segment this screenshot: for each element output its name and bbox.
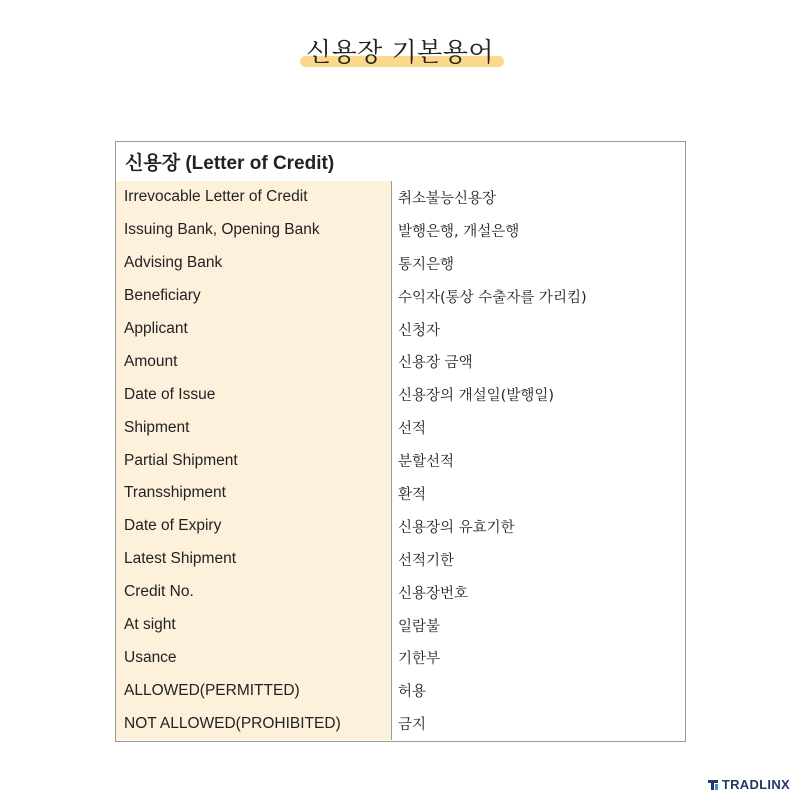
term-korean: 신용장 금액 (398, 355, 473, 372)
term-english: Date of Expiry (116, 510, 392, 543)
term-korean: 신용장의 유효기한 (398, 519, 515, 536)
page-title (302, 32, 498, 69)
brand-logo (707, 777, 790, 792)
term-korean: 금지 (398, 717, 427, 734)
term-english: At sight (116, 609, 392, 642)
table-rows (116, 181, 685, 741)
term-english: ALLOWED(PERMITTED) (116, 674, 392, 707)
table-row (116, 247, 685, 280)
term-english: Irrevocable Letter of Credit (116, 181, 392, 214)
table-row (116, 181, 685, 214)
page-title-text: 신용장 기본용어 (305, 38, 495, 68)
term-english: Issuing Bank, Opening Bank (116, 214, 392, 247)
table-row (116, 313, 685, 346)
term-korean: 취소불능신용장 (398, 190, 497, 207)
table-row (116, 214, 685, 247)
term-english: Transshipment (116, 477, 392, 510)
term-english: Partial Shipment (116, 444, 392, 477)
term-korean: 신청자 (398, 322, 441, 339)
term-korean: 환적 (398, 486, 427, 503)
table-row (116, 543, 685, 576)
term-korean: 발행은행, 개설은행 (398, 223, 520, 240)
table-row (116, 345, 685, 378)
term-english: Amount (116, 345, 392, 378)
term-english: Latest Shipment (116, 543, 392, 576)
term-korean: 신용장의 개설일(발행일) (398, 388, 554, 405)
table-row (116, 510, 685, 543)
term-english: Advising Bank (116, 247, 392, 280)
term-korean: 선적 (398, 421, 427, 438)
term-english: Beneficiary (116, 280, 392, 313)
term-korean: 허용 (398, 684, 427, 701)
term-korean: 수익자(통상 수출자를 가리킴) (398, 289, 587, 306)
term-korean: 분할선적 (398, 454, 455, 471)
table-row (116, 378, 685, 411)
term-english: Credit No. (116, 576, 392, 609)
table-row (116, 444, 685, 477)
table-header: 신용장 (Letter of Credit) (125, 153, 335, 174)
term-english: Usance (116, 641, 392, 674)
term-korean: 선적기한 (398, 552, 455, 569)
term-korean: 기한부 (398, 651, 441, 668)
table-row (116, 477, 685, 510)
tradlinx-logo-icon (707, 779, 719, 791)
term-english: Shipment (116, 411, 392, 444)
term-korean: 일람불 (398, 618, 441, 635)
term-english: Date of Issue (116, 378, 392, 411)
term-korean: 신용장번호 (398, 585, 469, 602)
table-row (116, 707, 685, 740)
table-row (116, 674, 685, 707)
table-row (116, 641, 685, 674)
title-area (0, 32, 800, 69)
table-row (116, 576, 685, 609)
term-korean: 통지은행 (398, 256, 455, 273)
table-row (116, 411, 685, 444)
term-english: Applicant (116, 313, 392, 346)
terms-table (115, 141, 686, 742)
table-row (116, 609, 685, 642)
brand-name: TRADLINX (721, 777, 790, 792)
table-row (116, 280, 685, 313)
term-english: NOT ALLOWED(PROHIBITED) (116, 707, 392, 740)
